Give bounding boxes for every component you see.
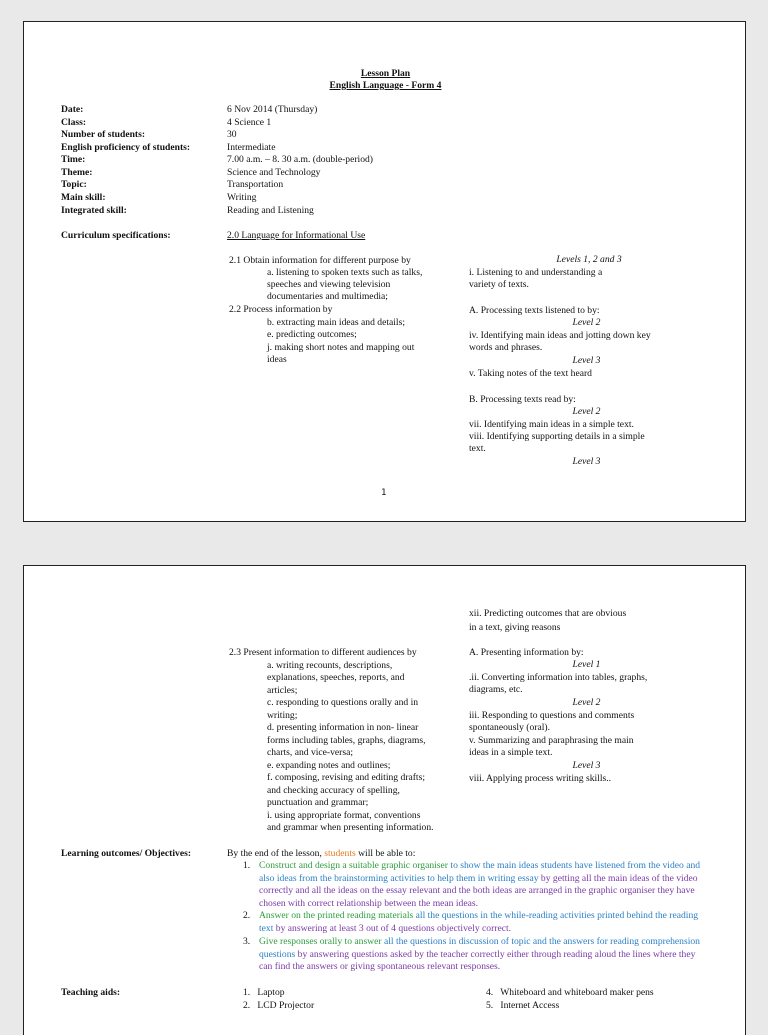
spec-line: variety of texts.	[469, 279, 529, 290]
spec-line: v. Summarizing and paraphrasing the main	[469, 735, 634, 746]
spec-line: explanations, speeches, reports, and	[267, 672, 405, 683]
spec-line: v. Taking notes of the text heard	[469, 368, 592, 379]
objective-criterion: by answering at least 3 out of 4 questions objectively correct.	[273, 922, 512, 934]
spec-line: .ii. Converting information into tables, graphs,	[469, 672, 648, 683]
page-number: 1	[381, 488, 387, 498]
spec-line: punctuation and grammar;	[267, 797, 369, 808]
spec-line: e. predicting outcomes;	[267, 329, 357, 340]
objective-item-1	[259, 860, 709, 910]
spec-line: 2.3 Present information to different audiences by	[229, 647, 417, 658]
spec-line: d. presenting information in non- linear	[267, 722, 419, 733]
aid-item: 5. Internet Access	[486, 1000, 560, 1011]
spec-line: e. expanding notes and outlines;	[267, 760, 391, 771]
spec-line: ideas in a simple text.	[469, 747, 553, 758]
objective-item-2	[259, 910, 709, 935]
level-label: Level 1	[572, 659, 601, 670]
info-value-proficiency: Intermediate	[227, 142, 276, 153]
objective-content: all the questions in the while-reading activities printed behind the reading text	[259, 910, 699, 934]
spec-line: in a text, giving reasons	[469, 622, 561, 633]
objectives-label: Learning outcomes/ Objectives:	[61, 848, 192, 859]
objectives-intro-students: students	[324, 848, 356, 859]
spec-line: xii. Predicting outcomes that are obvious	[469, 608, 627, 619]
info-label-main-skill: Main skill:	[61, 192, 106, 203]
level-label: Level 3	[572, 760, 601, 771]
spec-line: words and phrases.	[469, 342, 543, 353]
section-heading: B. Processing texts read by:	[469, 394, 576, 405]
info-label-theme: Theme:	[61, 167, 93, 178]
objective-number: 2.	[243, 910, 251, 921]
spec-line: a. writing recounts, descriptions,	[267, 660, 393, 671]
curriculum-label: Curriculum specifications:	[61, 230, 171, 241]
info-label-integrated-skill: Integrated skill:	[61, 205, 127, 216]
teaching-aids-label: Teaching aids:	[61, 987, 121, 998]
info-label-date: Date:	[61, 104, 84, 115]
document-page-1	[23, 21, 746, 522]
info-value-integrated-skill: Reading and Listening	[227, 205, 314, 216]
info-label-students: Number of students:	[61, 129, 146, 140]
spec-line: speeches and viewing television	[267, 279, 391, 290]
objective-content: to show the main ideas students have listened from the video and also ideas from the brainstorming activities to help them in writing essay	[259, 860, 701, 884]
objective-action: Answer on the printed reading materials	[259, 910, 414, 921]
spec-line: charts, and vice-versa;	[267, 747, 354, 758]
info-value-main-skill: Writing	[227, 192, 257, 203]
info-label-time: Time:	[61, 154, 86, 165]
objective-action: Construct and design a suitable graphic organiser	[259, 860, 448, 871]
objectives-intro	[227, 848, 415, 861]
level-label: Level 2	[572, 317, 601, 328]
spec-line: iii. Responding to questions and comments	[469, 710, 635, 721]
document-page-2	[23, 565, 746, 1035]
spec-line: and grammar when presenting information.	[267, 822, 434, 833]
info-label-topic: Topic:	[61, 179, 87, 190]
levels-heading: Levels 1, 2 and 3	[556, 254, 622, 265]
level-label: Level 2	[572, 406, 601, 417]
info-value-theme: Science and Technology	[227, 167, 321, 178]
spec-line: diagrams, etc.	[469, 684, 523, 695]
curriculum-value: 2.0 Language for Informational Use	[227, 230, 366, 241]
spec-line: c. responding to questions orally and in	[267, 697, 419, 708]
lesson-plan-subtitle: English Language - Form 4	[329, 80, 442, 91]
spec-line: forms including tables, graphs, diagrams,	[267, 735, 426, 746]
objective-number: 1.	[243, 860, 251, 871]
aid-item: 2. LCD Projector	[243, 1000, 315, 1011]
spec-line: i. Listening to and understanding a	[469, 267, 603, 278]
level-label: Level 3	[572, 355, 601, 366]
objective-item-3	[259, 936, 709, 974]
spec-line: articles;	[267, 685, 298, 696]
objectives-intro-text: By the end of the lesson,	[227, 848, 325, 859]
spec-line: f. composing, revising and editing drafts;	[267, 772, 426, 783]
info-value-date: 6 Nov 2014 (Thursday)	[227, 104, 318, 115]
spec-line: a. listening to spoken texts such as talks,	[267, 267, 423, 278]
level-label: Level 3	[572, 456, 601, 467]
info-value-class: 4 Science 1	[227, 117, 272, 128]
level-label: Level 2	[572, 697, 601, 708]
spec-line: writing;	[267, 710, 298, 721]
spec-line: spontaneously (oral).	[469, 722, 550, 733]
objectives-intro-text: will be able to:	[355, 848, 416, 859]
objective-content: all the questions in discussion of topic and the answers for reading comprehension questions	[259, 936, 700, 960]
section-heading: A. Processing texts listened to by:	[469, 305, 600, 316]
objective-number: 3.	[243, 936, 251, 947]
lesson-plan-title: Lesson Plan	[360, 68, 411, 79]
info-value-time: 7.00 a.m. – 8. 30 a.m. (double-period)	[227, 154, 374, 165]
spec-line: viii. Applying process writing skills..	[469, 773, 612, 784]
spec-line: 2.2 Process information by	[229, 304, 333, 315]
spec-line: and checking accuracy of spelling,	[267, 785, 400, 796]
aid-item: 4. Whiteboard and whiteboard maker pens	[486, 987, 654, 998]
spec-line: iv. Identifying main ideas and jotting down key	[469, 330, 651, 341]
objective-criterion: by answering questions asked by the teacher correctly either through reading aloud the lines where they can find the answers or giving spontaneous relevant responses.	[259, 948, 696, 973]
spec-line: i. using appropriate format, conventions	[267, 810, 421, 821]
info-label-proficiency: English proficiency of students:	[61, 142, 191, 153]
spec-line: j. making short notes and mapping out	[267, 342, 415, 353]
info-value-students: 30	[227, 129, 237, 140]
info-label-class: Class:	[61, 117, 87, 128]
spec-line: text.	[469, 443, 486, 454]
aid-item: 1. Laptop	[243, 987, 285, 998]
spec-line: ideas	[267, 354, 287, 365]
spec-line: vii. Identifying main ideas in a simple text.	[469, 419, 634, 430]
spec-line: viii. Identifying supporting details in a simple	[469, 431, 645, 442]
info-value-topic: Transportation	[227, 179, 284, 190]
spec-line: 2.1 Obtain information for different purpose by	[229, 255, 411, 266]
spec-line: documentaries and multimedia;	[267, 291, 388, 302]
spec-line: b. extracting main ideas and details;	[267, 317, 405, 328]
objective-action: Give responses orally to answer	[259, 936, 382, 947]
section-heading: A. Presenting information by:	[469, 647, 584, 658]
objective-criterion: by getting all the main ideas of the video correctly and all the ideas on the essay relevant and the both ideas are arranged in the graphic organiser they have chosen with correct relationship between the mean ideas.	[259, 872, 698, 909]
